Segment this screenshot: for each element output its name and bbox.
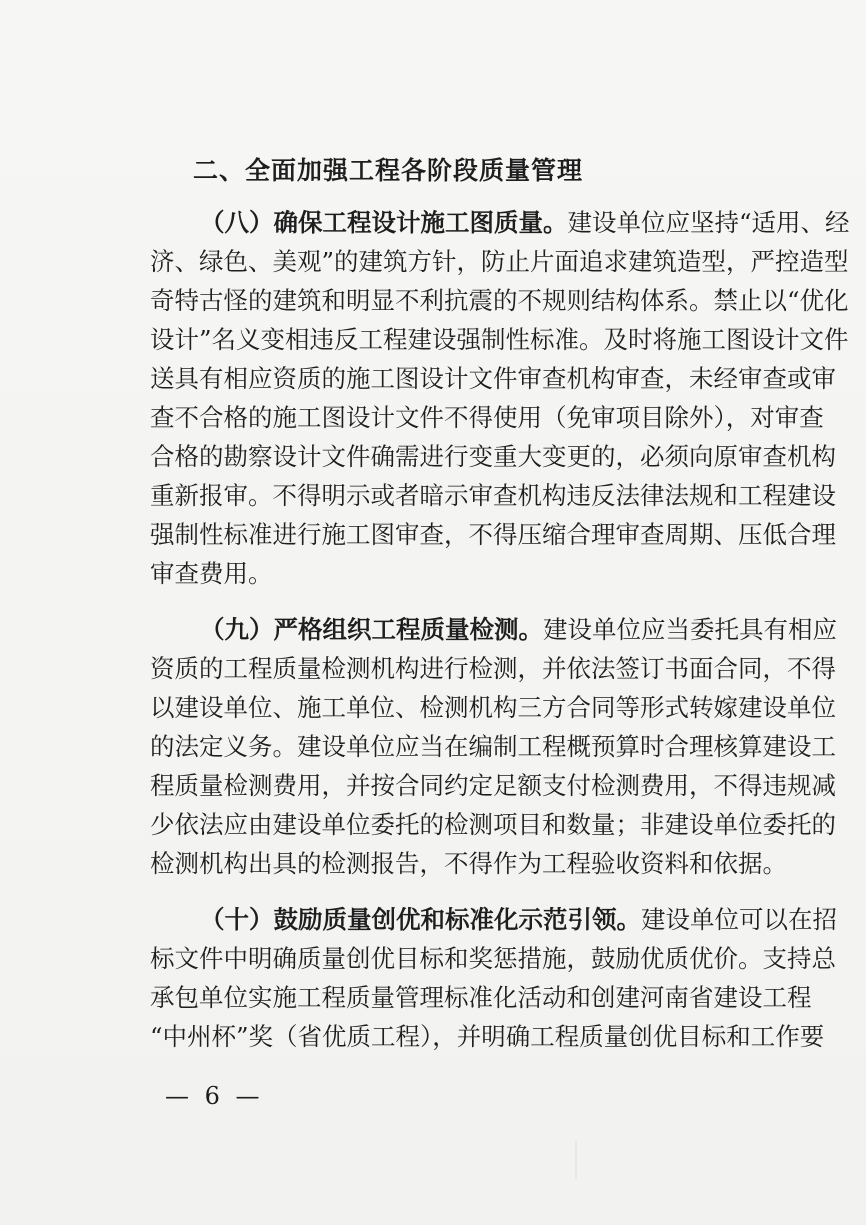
paragraph-line — [200, 205, 850, 241]
paragraph-text: 建设单位应坚持“适用、经 — [567, 208, 850, 237]
paragraph-lead: （九）严格组织工程质量检测。 — [200, 615, 543, 644]
paragraph-line: 承包单位实施工程质量管理标准化活动和创建河南省建设工程 — [150, 983, 812, 1012]
paragraph-line: 奇特古怪的建筑和明显不利抗震的不规则结构体系。禁止以“优化 — [150, 286, 849, 315]
paragraph-line: 合格的勘察设计文件确需进行变重大变更的，必须向原审查机构 — [150, 442, 836, 471]
paragraph-lead: （八）确保工程设计施工图质量。 — [200, 208, 568, 237]
paragraph-line: 强制性标准进行施工图审查，不得压缩合理审查周期、压低合理 — [150, 520, 836, 549]
paragraph-line: 重新报审。不得明示或者暗示审查机构违反法律法规和工程建设 — [150, 481, 836, 510]
paragraph-line: 审查费用。 — [150, 559, 273, 588]
paragraph-line: 资质的工程质量检测机构进行检测，并依法签订书面合同，不得 — [150, 654, 836, 683]
paragraph-line — [200, 902, 837, 938]
paragraph-line: 程质量检测费用，并按合同约定足额支付检测费用，不得违规减 — [150, 771, 836, 800]
page-number: — 6 — — [165, 1082, 264, 1110]
paragraph-line: 检测机构出具的检测报告，不得作为工程验收资料和依据。 — [150, 849, 787, 878]
scan-artifact — [575, 1140, 577, 1180]
paragraph-line: 送具有相应资质的施工图设计文件审查机构审查，未经审查或审 — [150, 364, 836, 393]
paragraph-text: 建设单位可以在招 — [641, 905, 837, 934]
paragraph-line: 济、绿色、美观”的建筑方针，防止片面追求建筑造型，严控造型 — [150, 247, 849, 276]
paragraph-line: 少依法应由建设单位委托的检测项目和数量；非建设单位委托的 — [150, 810, 836, 839]
paragraph-line — [200, 612, 837, 648]
paragraph-text: 建设单位应当委托具有相应 — [543, 615, 837, 644]
section-heading: 二、全面加强工程各阶段质量管理 — [193, 156, 584, 185]
paragraph-line: 标文件中明确质量创优目标和奖惩措施，鼓励优质优价。支持总 — [150, 944, 836, 973]
paragraph-line: “中州杯”奖（省优质工程），并明确工程质量创优目标和工作要 — [150, 1022, 825, 1051]
paragraph-line: 的法定义务。建设单位应当在编制工程概预算时合理核算建设工 — [150, 732, 836, 761]
paragraph-line: 查不合格的施工图设计文件不得使用（免审项目除外），对审查 — [150, 403, 824, 432]
paragraph-line: 设计”名义变相违反工程建设强制性标准。及时将施工图设计文件 — [150, 325, 849, 354]
paragraph-line: 以建设单位、施工单位、检测机构三方合同等形式转嫁建设单位 — [150, 693, 836, 722]
paragraph-lead: （十）鼓励质量创优和标准化示范引领。 — [200, 905, 641, 934]
